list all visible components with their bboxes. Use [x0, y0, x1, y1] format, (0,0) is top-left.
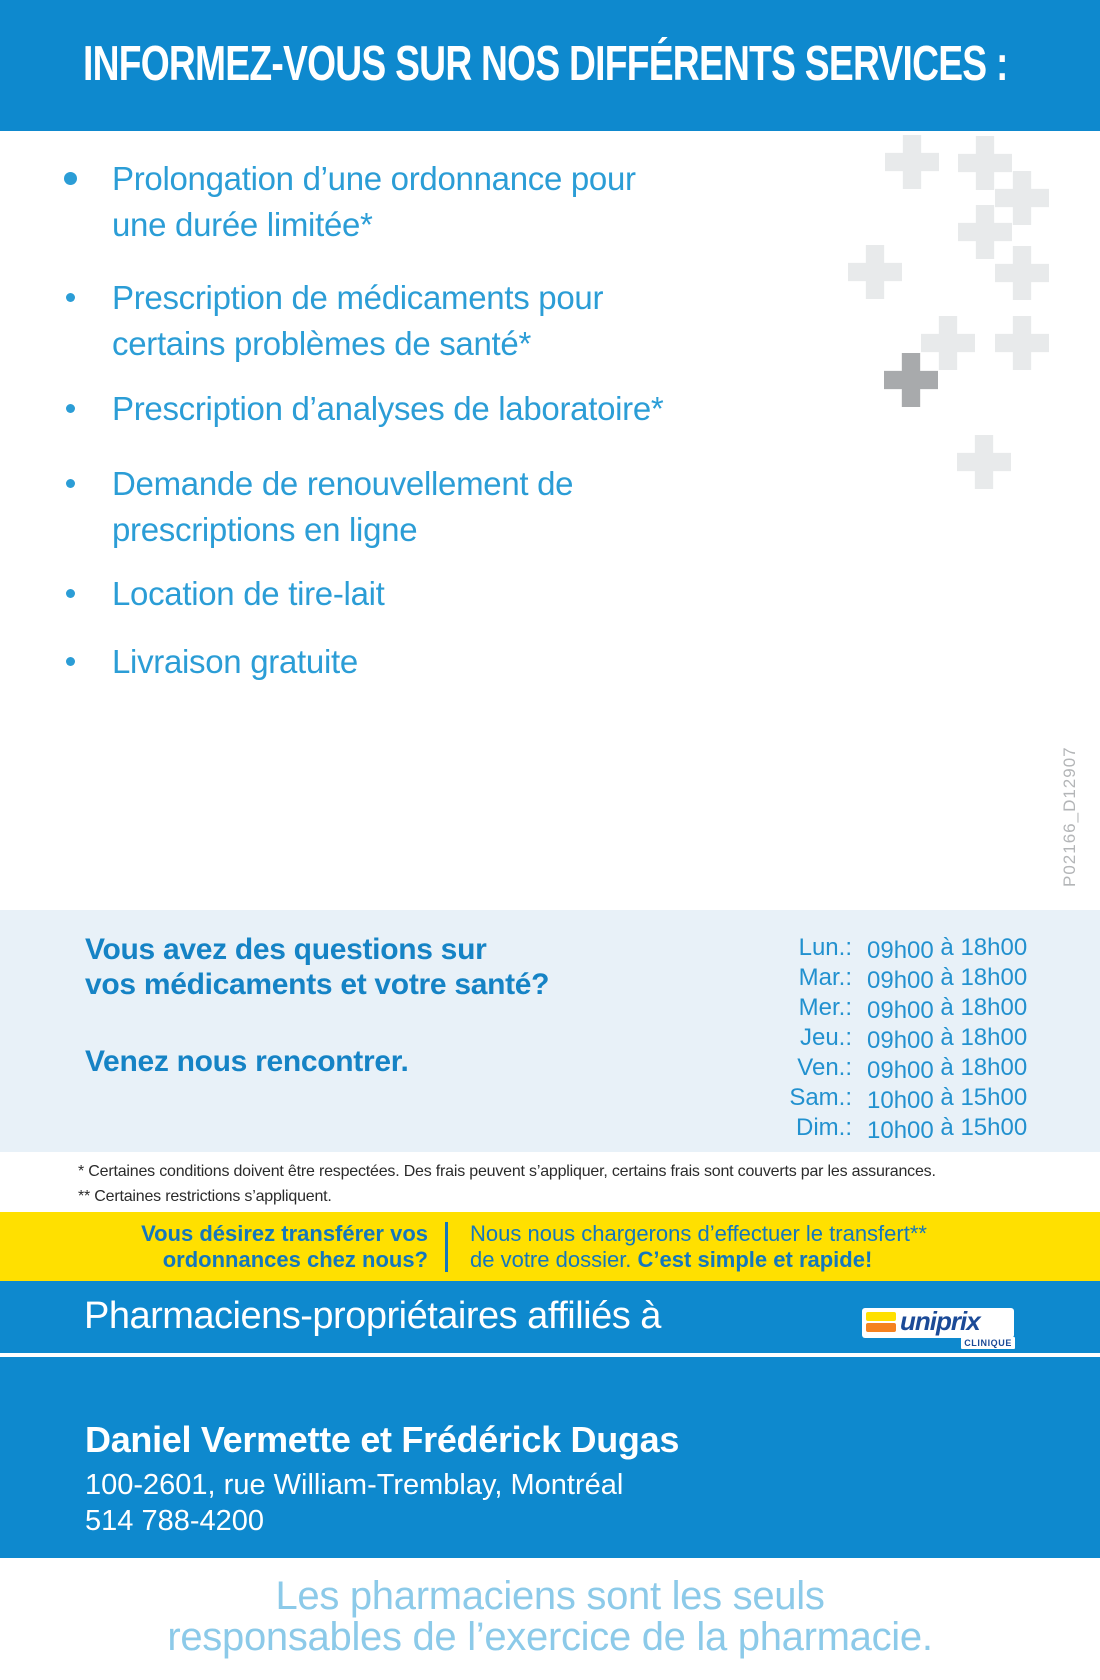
disclaimer-text: [78, 1159, 936, 1209]
hours-day: Jeu.:: [799, 1024, 852, 1051]
disclaimer-line: * Certaines conditions doivent être respectées. Des frais peuvent s’appliquer, certains frais sont couverts par les assurances.: [78, 1163, 936, 1180]
hours-open: 09h00: [867, 1057, 934, 1084]
header-band: [0, 0, 1100, 131]
hours-time: [867, 1024, 1027, 1052]
service-line: Prolongation d’une ordonnance pour: [112, 160, 636, 197]
hours-open: 09h00: [867, 937, 934, 964]
hours-day: Mar.:: [798, 964, 852, 991]
transfer-band: [0, 1212, 1100, 1281]
questions-text: [85, 932, 549, 1002]
hours-close: à 15h00: [940, 1114, 1028, 1141]
opening-hours: [745, 933, 1027, 1143]
service-item: [64, 386, 724, 432]
transfer-question-line: Vous désirez transférer vos: [141, 1220, 428, 1246]
hours-open: 09h00: [867, 967, 934, 994]
hours-row: [745, 1113, 1027, 1143]
disclaimer-line: ** Certaines restrictions s’appliquent.: [78, 1188, 332, 1205]
hours-close: à 18h00: [940, 1054, 1028, 1081]
transfer-answer-prefix: de votre dossier.: [470, 1246, 638, 1272]
questions-section: [0, 910, 1100, 1152]
hours-row: [745, 1023, 1027, 1053]
legal-line: Les pharmaciens sont les seuls: [275, 1574, 825, 1618]
hours-open: 10h00: [867, 1117, 934, 1144]
questions-line: vos médicaments et votre santé?: [85, 968, 550, 1001]
service-item: [64, 639, 724, 685]
meet-us-text: Venez nous rencontrer.: [85, 1045, 409, 1078]
hours-row: [745, 993, 1027, 1023]
hours-close: à 18h00: [940, 1024, 1028, 1051]
logo-clinique-tag: CLINIQUE: [961, 1337, 1015, 1349]
service-item: [64, 571, 724, 617]
legal-text: [0, 1558, 1100, 1658]
owner-section: [0, 1357, 1100, 1558]
hours-row: [745, 1083, 1027, 1113]
hours-time: [867, 934, 1027, 962]
service-line: prescriptions en ligne: [112, 511, 418, 548]
uniprix-logo: [862, 1306, 1014, 1348]
hours-day: Dim.:: [796, 1114, 852, 1141]
legal-section: [0, 1558, 1100, 1680]
hours-close: à 18h00: [940, 964, 1028, 991]
hours-close: à 18h00: [940, 934, 1028, 961]
services-list: [64, 156, 724, 685]
service-line: Prescription de médicaments pour: [112, 279, 604, 316]
services-section: [0, 131, 1100, 910]
hours-row: [745, 933, 1027, 963]
transfer-answer-line: Nous nous chargerons d’effectuer le transfert**: [470, 1220, 927, 1246]
service-line: une durée limitée*: [112, 206, 373, 243]
hours-open: 10h00: [867, 1087, 934, 1114]
service-item: [64, 461, 724, 553]
service-line: Livraison gratuite: [112, 643, 358, 680]
transfer-answer: [470, 1221, 927, 1273]
logo-yellow-bar: [866, 1312, 896, 1321]
service-line: Prescription d’analyses de laboratoire*: [112, 390, 664, 427]
service-item: [64, 275, 724, 367]
legal-line: responsables de l’exercice de la pharmacie.: [167, 1615, 933, 1659]
hours-time: [867, 1054, 1027, 1082]
hours-day: Ven.:: [797, 1054, 852, 1081]
hours-time: [867, 1084, 1027, 1112]
hours-open: 09h00: [867, 1027, 934, 1054]
print-code: P02166_D12907: [1060, 746, 1079, 887]
hours-day: Sam.:: [789, 1084, 852, 1111]
questions-line: Vous avez des questions sur: [85, 933, 487, 966]
logo-bars-icon: [866, 1312, 896, 1332]
service-line: certains problèmes de santé*: [112, 325, 532, 362]
logo-orange-bar: [866, 1323, 896, 1332]
service-line: Location de tire-lait: [112, 575, 385, 612]
page-title: INFORMEZ-VOUS SUR NOS DIFFÉRENTS SERVICES :: [83, 37, 1008, 91]
hours-close: à 18h00: [940, 994, 1028, 1021]
hours-row: [745, 963, 1027, 993]
hours-row: [745, 1053, 1027, 1083]
logo-wordmark: uniprix: [900, 1306, 980, 1336]
hours-close: à 15h00: [940, 1084, 1028, 1111]
transfer-question-line: ordonnances chez nous?: [162, 1246, 428, 1272]
service-item: [64, 156, 724, 248]
affiliation-band: [0, 1281, 1100, 1353]
affiliation-label: Pharmaciens-propriétaires affiliés à: [84, 1295, 661, 1337]
pharmacy-phone: 514 788-4200: [85, 1505, 264, 1537]
transfer-question: [0, 1221, 428, 1273]
divider-line: [445, 1222, 448, 1272]
hours-time: [867, 1114, 1027, 1142]
hours-time: [867, 994, 1027, 1022]
pharmacy-address: 100-2601, rue William-Tremblay, Montréal: [85, 1469, 624, 1501]
hours-day: Mer.:: [798, 994, 852, 1021]
hours-day: Lun.:: [798, 934, 852, 961]
transfer-answer-bold: C’est simple et rapide!: [637, 1246, 873, 1272]
service-line: Demande de renouvellement de: [112, 465, 574, 502]
hours-time: [867, 964, 1027, 992]
pharmacist-names: Daniel Vermette et Frédérick Dugas: [85, 1419, 680, 1460]
hours-open: 09h00: [867, 997, 934, 1024]
disclaimer-section: [0, 1152, 1100, 1212]
